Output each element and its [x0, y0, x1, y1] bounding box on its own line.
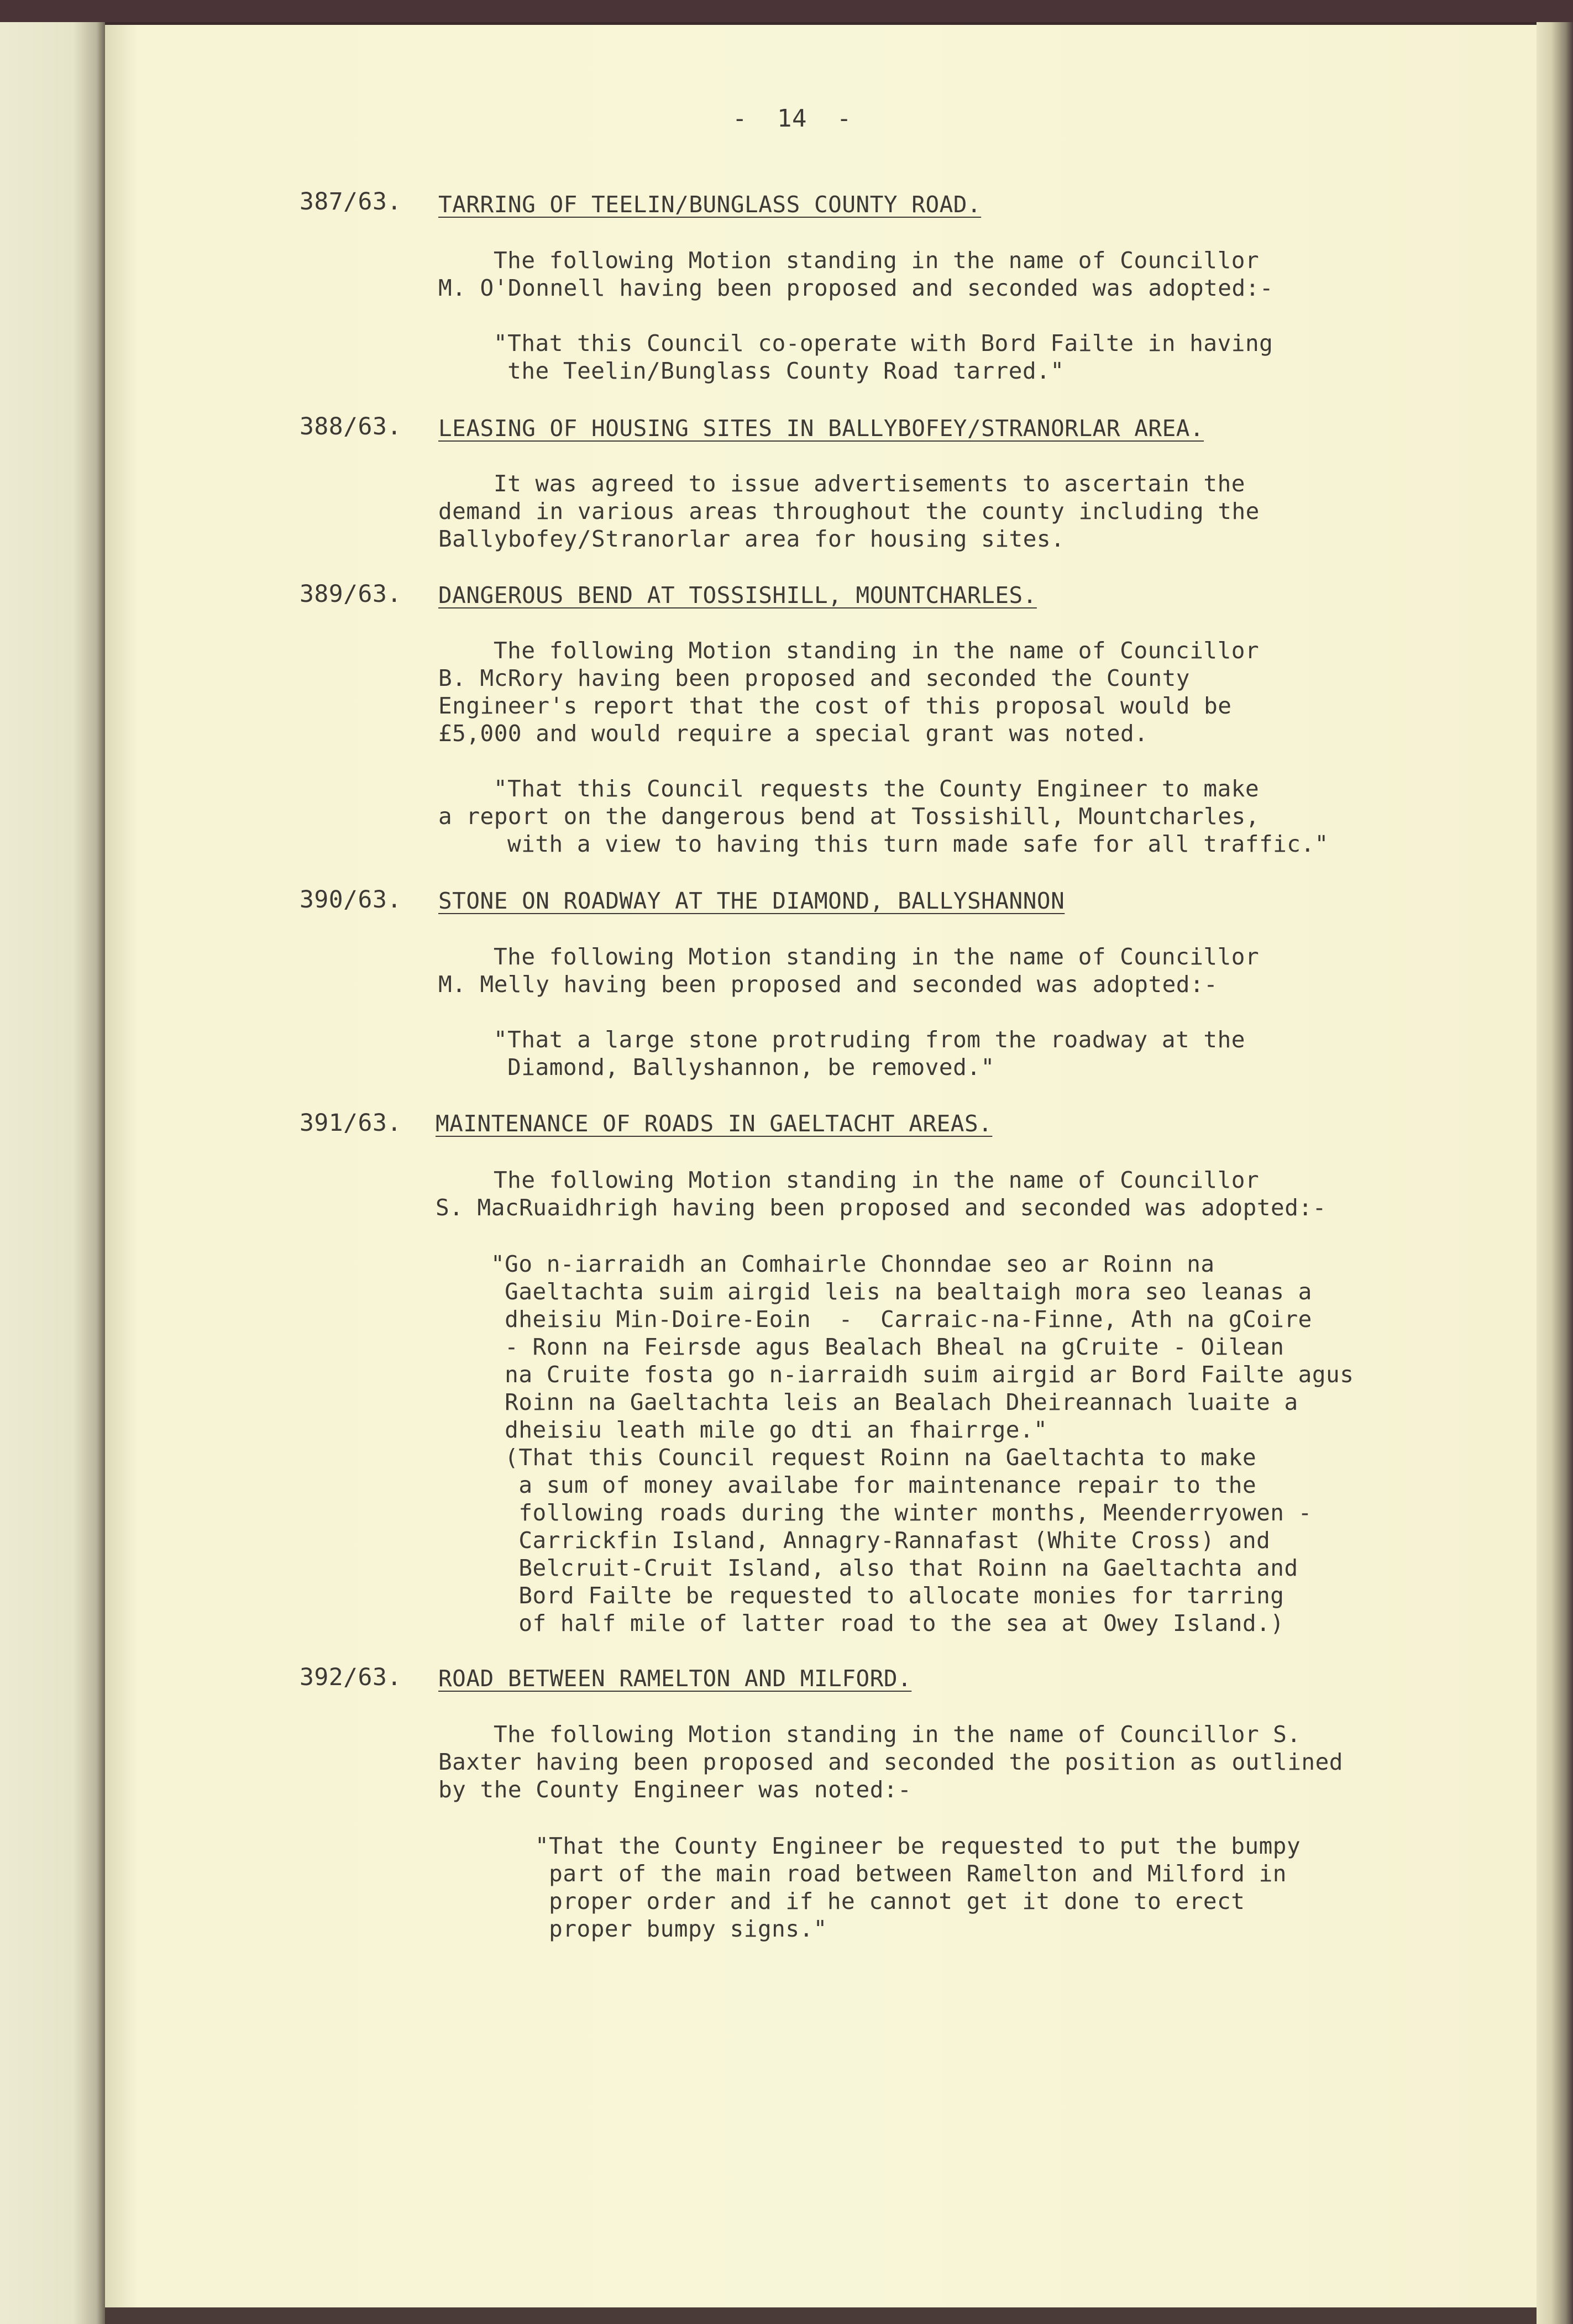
quote-line: proper bumpy signs." — [535, 1916, 827, 1942]
body-line: S. MacRuaidhrigh having been proposed and seconded was adopted:- — [436, 1194, 1326, 1221]
quote-line: Bord Failte be requested to allocate monies for tarring — [491, 1582, 1284, 1609]
minute-number: 390/63. — [300, 886, 402, 914]
quote-line: Carrickfin Island, Annagry-Rannafast (White Cross) and — [491, 1527, 1271, 1554]
quote-line: dheisiu leath mile go dti an fhairrge." — [491, 1417, 1048, 1443]
body-line: Ballybofey/Stranorlar area for housing sites. — [438, 526, 1065, 552]
quote-line: a report on the dangerous bend at Tossishill, Mountcharles, — [438, 803, 1260, 830]
quote-line: na Cruite fosta go n-iarraidh suim airgid ar Bord Failte agus — [491, 1361, 1354, 1388]
minute-number: 391/63. — [300, 1109, 402, 1137]
quote-line: with a view to having this turn made safe for all traffic." — [507, 831, 1329, 857]
minute-heading: MAINTENANCE OF ROADS IN GAELTACHT AREAS. — [436, 1110, 993, 1137]
quote-line: following roads during the winter months, Meenderryowen - — [491, 1499, 1312, 1526]
body-line: The following Motion standing in the name of Councillor S. — [494, 1721, 1301, 1748]
minute-heading: TARRING OF TEELIN/BUNGLASS COUNTY ROAD. — [438, 191, 982, 218]
quote-line: a sum of money availabe for maintenance repair to the — [491, 1472, 1257, 1498]
quote-line: the Teelin/Bunglass County Road tarred." — [494, 358, 1065, 384]
quote-line: "That a large stone protruding from the roadway at the — [494, 1026, 1245, 1053]
quote-line: Belcruit-Cruit Island, also that Roinn na Gaeltachta and — [491, 1555, 1298, 1581]
body-line: The following Motion standing in the name of Councillor — [494, 247, 1260, 274]
scan-bottom-edge — [105, 2307, 1537, 2324]
quote-line: of half mile of latter road to the sea at Owey Island.) — [491, 1610, 1284, 1636]
minute-number: 388/63. — [300, 413, 402, 440]
quote-line: (That this Council request Roinn na Gaeltachta to make — [491, 1444, 1257, 1471]
minute-number: 387/63. — [300, 188, 402, 216]
quote-line: proper order and if he cannot get it done to erect — [535, 1888, 1245, 1914]
minute-heading: LEASING OF HOUSING SITES IN BALLYBOFEY/STRANORLAR AREA. — [438, 415, 1204, 442]
minute-heading: DANGEROUS BEND AT TOSSISHILL, MOUNTCHARLES. — [438, 582, 1037, 608]
body-line: M. O'Donnell having been proposed and seconded was adopted:- — [438, 275, 1274, 301]
minute-heading: STONE ON ROADWAY AT THE DIAMOND, BALLYSHANNON — [438, 888, 1065, 914]
page-right-edge — [1537, 22, 1573, 2324]
body-line: B. McRory having been proposed and seconded the County — [438, 665, 1190, 691]
body-line: The following Motion standing in the name of Councillor — [494, 1167, 1260, 1193]
quote-line: Gaeltachta suim airgid leis na bealtaigh mora seo leanas a — [491, 1278, 1312, 1305]
body-line: £5,000 and would require a special grant was noted. — [438, 720, 1149, 747]
body-line: demand in various areas throughout the county including the — [438, 498, 1260, 524]
body-line: The following Motion standing in the name of Councillor — [494, 943, 1260, 970]
quote-line: part of the main road between Ramelton and Milford in — [535, 1860, 1287, 1887]
body-line: Engineer's report that the cost of this proposal would be — [438, 693, 1232, 719]
minute-number: 389/63. — [300, 580, 402, 608]
quote-line: "Go n-iarraidh an Comhairle Chonndae seo ar Roinn na — [491, 1251, 1215, 1277]
quote-line: Diamond, Ballyshannon, be removed." — [494, 1054, 995, 1080]
scan-top-edge — [0, 0, 1573, 22]
page-number: - 14 - — [732, 104, 852, 133]
body-line: M. Melly having been proposed and seconded was adopted:- — [438, 971, 1218, 998]
body-line: by the County Engineer was noted:- — [438, 1776, 912, 1803]
quote-line: - Ronn na Feirsde agus Bealach Bheal na gCruite - Oilean — [491, 1334, 1284, 1360]
body-line: Baxter having been proposed and seconded the position as outlined — [438, 1749, 1343, 1775]
body-line: The following Motion standing in the name of Councillor — [494, 637, 1260, 664]
quote-line: "That this Council co-operate with Bord Failte in having — [494, 330, 1273, 356]
quote-line: Roinn na Gaeltachta leis an Bealach Dheireannach luaite a — [491, 1389, 1298, 1415]
quote-line: "That the County Engineer be requested to put the bumpy — [535, 1833, 1301, 1859]
quote-line: "That this Council requests the County Engineer to make — [494, 775, 1260, 802]
quote-line: dheisiu Min-Doire-Eoin - Carraic-na-Finne, Ath na gCoire — [491, 1306, 1312, 1333]
body-line: It was agreed to issue advertisements to ascertain the — [494, 470, 1245, 497]
minute-number: 392/63. — [300, 1664, 402, 1691]
facing-page-edge — [0, 22, 105, 2324]
minute-heading: ROAD BETWEEN RAMELTON AND MILFORD. — [438, 1665, 912, 1692]
